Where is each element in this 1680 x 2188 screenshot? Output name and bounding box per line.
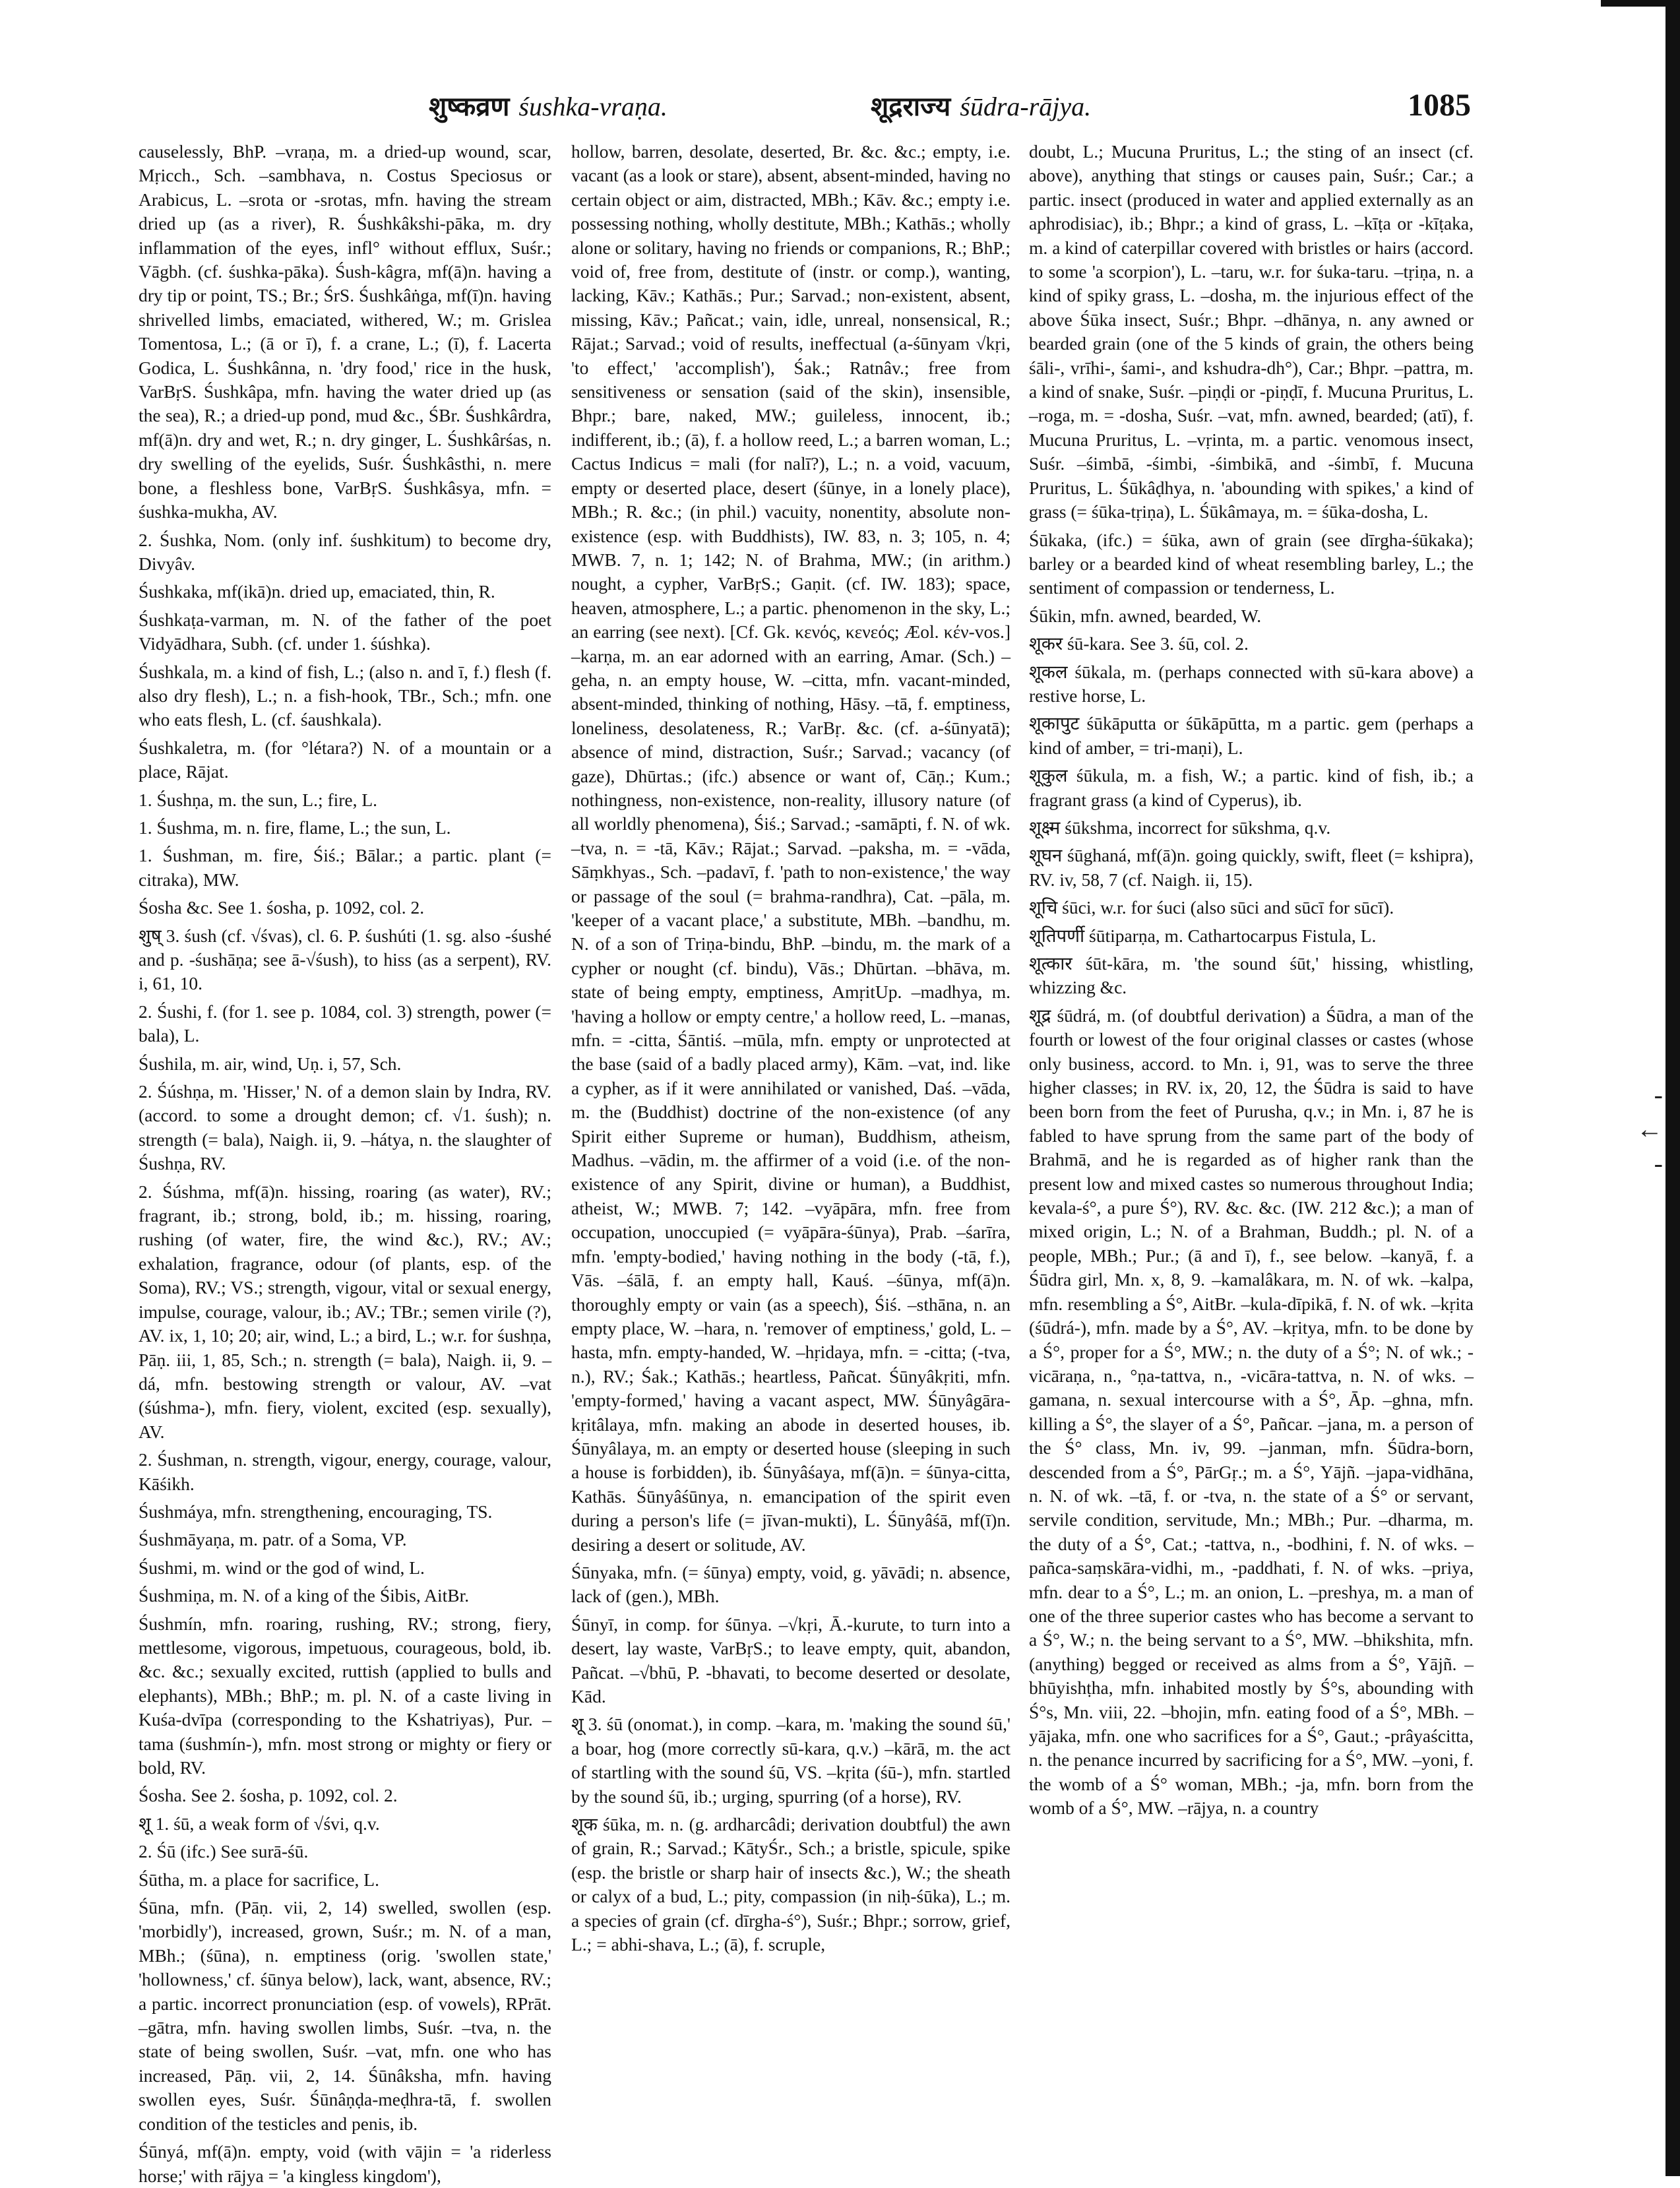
- dictionary-entry: Śūnyá, mf(ā)n. empty, void (with vājin = 'a riderless horse;' with rājya = 'a kingless kingdom'),: [139, 2141, 551, 2186]
- dictionary-entry: Śushmáya, mfn. strengthening, encouraging, TS.: [139, 1501, 493, 1522]
- left-guide-word: [429, 87, 668, 123]
- running-header: [139, 87, 1478, 127]
- dictionary-entry: doubt, L.; Mucuna Pruritus, L.; the sting of an insect (cf. above), anything that stings or causes pain, Suśr.; Car.; a partic. insect (produced in water and applied externally as an aphrodisiac), ib.; Bhpr.; a kind of grass, L. –kīṭa or -kīṭaka, m. a kind of caterpillar covered with bristles or hairs (accord. to some 'a scorpion'), L. –taru, w.r. for śuka-taru. –tṛiṇa, n. a kind of spiky grass, L. –dosha, m. the injurious effect of the above Śūka insect, Suśr.; Bhpr. –dhānya, n. any awned or bearded grain (one of the 5 kinds of grain, the others being śāli-, vrīhi-, śami-, and kshudra-dh°), Car.; Bhpr. –pattra, m. a kind of snake, Suśr. –piṇḍi or -piṇḍī, f. Mucuna Pruritus, L. –roga, m. = -dosha, Suśr. –vat, mfn. awned, bearded; (atī), f. Mucuna Pruritus, L. –vṛinta, m. a partic. venomous insect, Suśr. –śimbā, -śimbi, -śimbikā, and -śimbī, f. Mucuna Pruritus, L. Śūkâḍhya, n. 'abounding with spikes,' a kind of grass (= śūka-tṛiṇa), L. Śūkâmaya, m. = śūka-dosha, L.: [1029, 141, 1474, 522]
- dictionary-entry: Śūna, mfn. (Pāṇ. vii, 2, 14) swelled, swollen (esp. 'morbidly'), increased, grown, Suśr.; m. N. of a man, MBh.; (śūna), n. emptiness (orig. 'swollen state,' 'hollowness,' cf. śūnya below), lack, want, absence, RV.; a partic. incorrect pronunciation (esp. of vowels), RPrāt. –gātra, mfn. having swollen limbs, Suśr. –tva, n. the state of being swollen, Suśr. –vat, mfn. one who has increased, Pāṇ. vii, 2, 14. Śūnâksha, mfn. having swollen eyes, Suśr. Śūnâṇḍa-meḍhra-tā, f. swollen condition of the testicles and penis, ib.: [139, 1897, 551, 2134]
- dictionary-entry: शूकापुट śūkāputta or śūkāpūtta, m a partic. gem (perhaps a kind of amber, = tri-maṇi), L.: [1029, 713, 1474, 758]
- dictionary-entry: शू 3. śū (onomat.), in comp. –kara, m. 'making the sound śū,' a boar, hog (more correctly sū-kara, q.v.) –kārā, m. the act of startling with the sound śū, VS. –kṛita (śū-), mfn. startled by the sound śū, ib.; urging, spurring (of a horse), RV.: [571, 1714, 1011, 1807]
- dictionary-entry: 1. Śushṇa, m. the sun, L.; fire, L.: [139, 789, 378, 810]
- dictionary-column-1: [139, 140, 551, 2186]
- left-guide-roman: śushka-vraṇa.: [518, 92, 668, 121]
- dictionary-entry: Śushkala, m. a kind of fish, L.; (also n. and ī, f.) flesh (f. also dry flesh), L.; n. a fish-hook, TBr., Sch.; mfn. one who eats flesh, L. (cf. śaushkala).: [139, 661, 551, 730]
- dictionary-entry: Śūtha, m. a place for sacrifice, L.: [139, 1869, 379, 1890]
- dictionary-entry: 2. Śū (ifc.) See surā-śū.: [139, 1841, 309, 1862]
- dictionary-entry: 2. Śushman, n. strength, vigour, energy, courage, valour, Kāśikh.: [139, 1449, 551, 1494]
- dictionary-entry: शूकर śū-kara. See 3. śū, col. 2.: [1029, 633, 1249, 654]
- dictionary-entry: Śushmi, m. wind or the god of wind, L.: [139, 1557, 425, 1578]
- right-guide-word: [871, 87, 1091, 123]
- dictionary-entry: 2. Śúshṇa, m. 'Hisser,' N. of a demon slain by Indra, RV. (accord. to some a drought demon; cf. √1. śush); n. strength (= bala), Naigh. ii, 9. –hátya, n. the slaughter of Śushṇa, RV.: [139, 1081, 551, 1174]
- dictionary-entry: शूघन śūghaná, mf(ā)n. going quickly, swift, fleet (= kshipra), RV. iv, 58, 7 (cf. Naigh. ii, 15).: [1029, 845, 1474, 890]
- dictionary-entry: शूक्ष्म śūkshma, incorrect for sūkshma, q.v.: [1029, 817, 1331, 838]
- dictionary-entry: 2. Śushi, f. (for 1. see p. 1084, col. 3) strength, power (= bala), L.: [139, 1001, 551, 1046]
- page-edge-right-bar: [1665, 0, 1680, 2176]
- dictionary-entry: शूद्र śūdrá, m. (of doubtful derivation) a Śūdra, a man of the fourth or lowest of the four original classes or castes (whose only business, accord. to Mn. i, 91, was to serve the three higher classes; in RV. ix, 20, 12, the Śūdra is said to have been born from the feet of Purusha, q.v.; in Mn. i, 87 he is fabled to have sprung from the same part of the body of Brahmā, and he is regarded as of higher rank than the present low and mixed castes so numerous throughout India; kevala-ś°, a pure Ś°), RV. &c. &c. (IW. 212 &c.); a man of mixed origin, L.; N. of a Brahman, Buddh.; pl. N. of a people, MBh.; Pur.; (ā and ī), f., see below. –kanyā, f. a Śūdra girl, Mn. x, 8, 9. –kamalâkara, m. N. of wk. –kalpa, mfn. resembling a Ś°, AitBr. –kula-dīpikā, f. N. of wk. –kṛita (śūdrá-), mfn. made by a Ś°, AV. –kṛitya, mfn. to be done by a Ś°, proper for a Ś°, MW.; n. the duty of a Ś°; N. of wk.; -vicāraṇa, n., °ṇa-tattva, n., -vicāra-tattva, n. N. of wks. –gamana, n. sexual intercourse with a Ś°, Āp. –ghna, mfn. killing a Ś°, the slayer of a Ś°, Pañcar. –jana, m. a person of the Ś° class, Mn. iv, 99. –janman, mfn. Śūdra-born, descended from a Ś°, PārGṛ.; m. a Ś°, Yājñ. –japa-vidhāna, n. N. of wk. –tā, f. or -tva, n. the state of a Ś° or servant, servile condition, servitude, Mn.; MBh.; Pur. –dharma, m. the duty of a Ś°, Cat.; -tattva, n., -bodhini, f. N. of wks. –pañca-saṃskāra-vidhi, m., -paddhati, f. N. of wks. –priya, mfn. dear to a Ś°, L.; m. an onion, L. –preshya, m. a man of one of the three superior castes who has become a servant to a Ś°, W.; n. the being servant to a Ś°, MW. –bhikshita, mfn. (anything) begged or received as alms from a Ś°, Yājñ. –bhūyishṭha, mfn. inhabited mostly by Ś°s, abounding with Ś°s, Mn. viii, 22. –bhojin, mfn. eating food of a Ś°, MBh. –yājaka, mfn. one who sacrifices for a Ś°, Gaut.; -prâyaścitta, n. the penance incurred by sacrificing for a Ś°, MW. –yoni, f. the womb of a Ś° woman, MBh.; -ja, mfn. born from the womb of a Ś°, MW. –rājya, n. a country: [1029, 1005, 1474, 1819]
- dictionary-entry: 1. Śushma, m. n. fire, flame, L.; the sun, L.: [139, 817, 451, 838]
- left-guide-devanagari: शुष्कव्रण: [429, 92, 510, 121]
- margin-arrow-mark: ←: [1636, 1114, 1663, 1144]
- dictionary-entry: शूक śūka, m. n. (g. ardharcâdi; derivation doubtful) the awn of grain, R.; Sarvad.; KātyŚr., Sch.; a bristle, spicule, spike (esp. the bristle or sharp hair of insects &c.), W.; the sheath or calyx of a bud, L.; pity, compassion (in niḥ-śūka), L.; m. a species of grain (cf. dīrgha-ś°), Suśr.; Bhpr.; sorrow, grief, L.; = abhi-shava, L.; (ā), f. scruple,: [571, 1814, 1011, 1955]
- dictionary-entry: Śūkaka, (ifc.) = śūka, awn of grain (see dīrgha-śūkaka); barley or a bearded kind of wheat resembling barley, L.; the sentiment of compassion or tenderness, L.: [1029, 529, 1474, 598]
- dictionary-entry: Śosha. See 2. śosha, p. 1092, col. 2.: [139, 1785, 398, 1806]
- dictionary-entry: Śosha &c. See 1. śosha, p. 1092, col. 2.: [139, 897, 425, 918]
- dictionary-entry: Śushmín, mfn. roaring, rushing, RV.; strong, fiery, mettlesome, vigorous, impetuous, courageous, bold, ib. &c. &c.; sexually excited, ruttish (applied to bulls and elephants), MBh.; BhP.; m. pl. N. of a caste living in Kuśa-dvīpa (corresponding to the Kshatriyas), Pur. –tama (śushmín-), mfn. most strong or mighty or fiery or bold, RV.: [139, 1613, 551, 1778]
- dictionary-column-3: [1029, 140, 1474, 2145]
- dictionary-entry: Śushmiṇa, m. N. of a king of the Śibis, AitBr.: [139, 1585, 470, 1606]
- dictionary-entry: शुष् 3. śush (cf. √śvas), cl. 6. P. śushúti (1. sg. also -śushé and p. -śushāṇa; see ā-√śush), to hiss (as a serpent), RV. i, 61, 10.: [139, 925, 551, 994]
- dictionary-entry: शूचि śūci, w.r. for śuci (also sūci and sūcī for sūcī).: [1029, 897, 1394, 918]
- dictionary-entry: Śushmāyaṇa, m. patr. of a Soma, VP.: [139, 1529, 407, 1550]
- dictionary-entry: शू 1. śū, a weak form of √śvi, q.v.: [139, 1813, 380, 1834]
- dictionary-entry: 2. Śúshma, mf(ā)n. hissing, roaring (as water), RV.; fragrant, ib.; strong, bold, ib.; m. hissing, roaring, rushing (of water, fire, the wind &c.), RV.; AV.; exhalation, fragrance, odour (of plants, esp. of the Soma), RV.; VS.; strength, vigour, vital or sexual energy, impulse, courage, valour, ib.; AV.; TBr.; semen virile (?), AV. ix, 1, 10; 20; air, wind, L.; a bird, L.; w.r. for śushṇa, Pāṇ. iii, 1, 85, Sch.; n. strength (= bala), Naigh. ii, 9. –dá, mfn. bestowing strength or valour, AV. –vat (śúshma-), mfn. fiery, violent, excited (esp. sexually), AV.: [139, 1181, 551, 1442]
- dictionary-entry: Śushkaletra, m. (for °létara?) N. of a mountain or a place, Rājat.: [139, 737, 551, 782]
- dictionary-entry: शूकुल śūkula, m. a fish, W.; a partic. kind of fish, ib.; a fragrant grass (a kind of Cyperus), ib.: [1029, 765, 1474, 810]
- page-number: 1085: [1408, 88, 1471, 123]
- margin-mark: -: [1654, 1148, 1663, 1178]
- dictionary-entry: hollow, barren, desolate, deserted, Br. &c. &c.; empty, i.e. vacant (as a look or stare), absent, absent-minded, having no certain object or aim, distracted, MBh.; Kāv. &c.; empty i.e. possessing nothing, wholly destitute, MBh.; Kathās.; wholly alone or solitary, having no friends or companions, R.; BhP.; void of, free from, destitute of (instr. or comp.), wanting, lacking, Kāv.; Kathās.; Pur.; Sarvad.; non-existent, absent, missing, Kāv.; Pañcat.; vain, idle, unreal, nonsensical, R.; Rājat.; Sarvad.; void of results, ineffectual (a-śūnyam √kṛi, 'to effect,' 'accomplish'), Śak.; Ratnâv.; free from sensitiveness or sensation (said of the skin), insensible, Bhpr.; bare, naked, MW.; guileless, innocent, ib.; indifferent, ib.; (ā), f. a hollow reed, L.; a barren woman, L.; Cactus Indicus = mali (for nalī?), L.; n. a void, vacuum, empty or deserted place, desert (śūnye, in a lonely place), MBh.; R. &c.; (in phil.) vacuity, nonentity, absolute non-existence (esp. with Buddhists), IW. 83, n. 3; 105, n. 4; MWB. 7, n. 1; 142; N. of Brahma, MW.; (in arithm.) nought, a cypher, VarBṛS.; Gaṇit. (cf. IW. 183); space, heaven, atmosphere, L.; a partic. phenomenon in the sky, L.; an earring (see next). [Cf. Gk. κενός, κενεός; Æol. κέν-vos.] –karṇa, m. an ear adorned with an earring, Amar. (Sch.) –geha, n. an empty house, W. –citta, mfn. vacant-minded, absent-minded, thinking of nothing, Hāsy. –tā, f. emptiness, loneliness, desolateness, R.; VarBṛ. &c. (cf. a-śūnyatā); absence of mind, distraction, Suśr.; Sarvad.; vacancy (of gaze), Dhūrtas.; (ifc.) absence or want of, Cāṇ.; Kum.; nothingness, non-existence, non-reality, illusory nature (of all worldly phenomena), Śiś.; Sarvad.; -samāpti, f. N. of wk. –tva, n. = -tā, Kāv.; Rājat.; Sarvad. –paksha, m. = -vāda, Sāṃkhyas., Sch. –padavī, f. 'path to non-existence,' the way or passage of the soul (= brahma-randhra), Cat. –pāla, m. 'keeper of a vacant place,' a substitute, MBh. –bandhu, m. N. of a son of Triṇa-bindu, BhP. –bindu, m. the mark of a cypher or nought (cf. bindu), Vās.; Dhūrtan. –bhāva, m. state of being empty, emptiness, AmṛitUp. –madhya, m. 'having a hollow or empty centre,' a hollow reed, L. –manas, mfn. = -citta, Śāntiś. –mūla, mfn. empty or unprotected at the base (said of a badly placed army), Kām. –vat, ind. like a cypher, as if it were annihilated or vanished, Daś. –vāda, m. the (Buddhist) doctrine of the non-existence (of any Spirit either Supreme or human), Buddhism, atheism, Madhus. –vādin, m. the affirmer of a void (i.e. of the non-existence of any Spirit, divine or human), a Buddhist, atheist, W.; MWB. 7; 142. –vyāpāra, mfn. free from occupation, unoccupied (= vyāpāra-śūnya), Prab. –śarīra, mfn. 'empty-bodied,' having nothing in the body (-tā, f.), Vās. –śālā, f. an empty hall, Kauś. –śūnya, mf(ā)n. thoroughly empty or vain (as a speech), Śiś. –sthāna, n. an empty place, W. –hara, n. 'remover of emptiness,' gold, L. –hasta, mfn. empty-handed, W. –hṛidaya, mfn. = -citta; (-tva, n.), RV.; Śak.; Kathās.; heartless, Pañcat. Śūnyâkṛiti, mfn. 'empty-formed,' having a vacant aspect, MW. Śūnyâgāra-kṛitâlaya, mfn. making an abode in deserted houses, ib. Śūnyâlaya, m. an empty or deserted house (sleeping in such a house is forbidden), ib. Śūnyâśaya, mf(ā)n. = śūnya-citta, Kathās. Śūnyâśūnya, n. emancipation of the spirit even during a person's life (= jīvan-mukti), L. Śūnyâśā, mf(ī)n. desiring a desert or solitude, AV.: [571, 141, 1011, 1555]
- dictionary-entry: Śushila, m. air, wind, Uṇ. i, 57, Sch.: [139, 1053, 402, 1074]
- dictionary-entry: शूकल śūkala, m. (perhaps connected with sū-kara above) a restive horse, L.: [1029, 661, 1474, 706]
- dictionary-entry: Śūnyaka, mfn. (= śūnya) empty, void, g. yāvādi; n. absence, lack of (gen.), MBh.: [571, 1561, 1011, 1607]
- dictionary-entry: Śūnyī, in comp. for śūnya. –√kṛi, Ā.-kurute, to turn into a desert, lay waste, VarBṛS.; to leave empty, quit, abandon, Pañcat. –√bhū, P. -bhavati, to become deserted or desolate, Kād.: [571, 1613, 1011, 1706]
- dictionary-entry: 1. Śushman, m. fire, Śiś.; Bālar.; a partic. plant (= citraka), MW.: [139, 845, 551, 890]
- dictionary-entry: Śushkaka, mf(ikā)n. dried up, emaciated, thin, R.: [139, 581, 495, 602]
- dictionary-entry: Śūkin, mfn. awned, bearded, W.: [1029, 605, 1262, 626]
- dictionary-entry: 2. Śushka, Nom. (only inf. śushkitum) to become dry, Divyâv.: [139, 529, 551, 574]
- dictionary-column-2: [571, 140, 1011, 2145]
- dictionary-entry: causelessly, BhP. –vraṇa, m. a dried-up wound, scar, Mṛicch., Sch. –sambhava, n. Costus Speciosus or Arabicus, L. –srota or -srotas, mfn. having the stream dried up (as a river), R. Śushkâkshi-pāka, m. dry inflammation of the eyes, infl° without efflux, Suśr.; Vāgbh. (cf. śushka-pāka). Śush-kâgra, mf(ā)n. having a dry tip or point, TS.; Br.; ŚrS. Śushkâṅga, mf(ī)n. having shrivelled limbs, emaciated, withered, W.; m. Grislea Tomentosa, L.; (ā or ī), f. a crane, L.; (ī), f. Lacerta Godica, L. Śushkânna, n. 'dry food,' rice in the husk, VarBṛS. Śushkâpa, mfn. having the water dried up (as the sea), R.; a dried-up pond, mud &c., ŚBr. Śushkârdra, mf(ā)n. dry and wet, R.; n. dry ginger, L. Śushkârśas, n. dry swelling of the eyelids, Suśr. Śushkâsthi, n. mere bone, a fleshless bone, VarBṛS. Śushkâsya, mfn. = śushka-mukha, AV.: [139, 141, 551, 522]
- dictionary-entry: शूत्कार śūt-kāra, m. 'the sound śūt,' hissing, whistling, whizzing &c.: [1029, 953, 1474, 998]
- right-guide-roman: śūdra-rājya.: [960, 92, 1092, 121]
- margin-mark: -: [1654, 1080, 1663, 1110]
- right-guide-devanagari: शूद्रराज्य: [871, 92, 951, 121]
- dictionary-entry: शूतिपर्णी śūtiparṇa, m. Cathartocarpus Fistula, L.: [1029, 925, 1377, 946]
- dictionary-entry: Śushkaṭa-varman, m. N. of the father of the poet Vidyādhara, Subh. (cf. under 1. śúshka).: [139, 609, 551, 654]
